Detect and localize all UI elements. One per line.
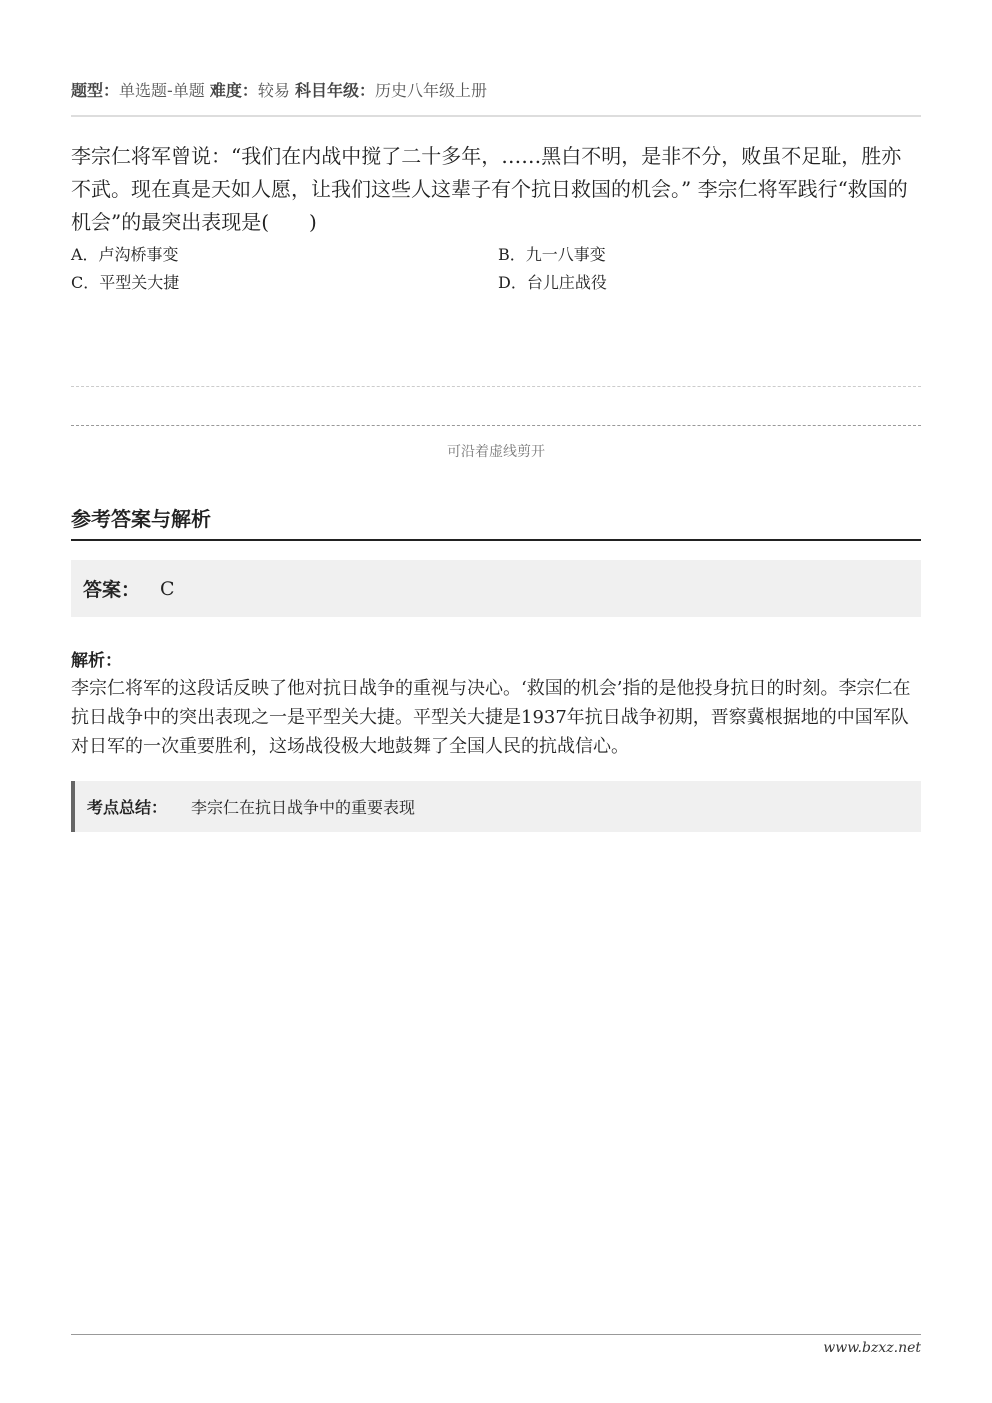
answer-box — [71, 560, 921, 617]
subject-label: 科目年级： — [295, 81, 376, 100]
cut-line — [71, 425, 921, 426]
option-c: C．平型关大捷 — [71, 273, 180, 292]
dashed-line — [71, 386, 921, 387]
footer-divider — [71, 1334, 921, 1335]
answer-value: C — [160, 577, 175, 600]
difficulty-label: 难度： — [209, 81, 258, 100]
answer-label: 答案： — [83, 579, 141, 601]
subject-value: 历史八年级上册 — [375, 81, 488, 100]
footer-url: www.bzxz.net — [823, 1340, 921, 1356]
type-label: 题型： — [71, 81, 120, 100]
analysis-label: 解析： — [71, 651, 122, 671]
question-meta — [71, 78, 921, 101]
divider — [71, 539, 921, 541]
difficulty-value: 较易 — [257, 81, 290, 100]
cut-hint: 可沿着虚线剪开 — [447, 444, 545, 460]
options — [71, 241, 921, 297]
option-b: B．九一八事变 — [498, 245, 606, 264]
summary-box — [71, 781, 921, 832]
analysis-text: 李宗仁将军的这段话反映了他对抗日战争的重视与决心。‘救国的机会’指的是他投身抗日的时刻。李宗仁在抗日战争中的突出表现之一是平型关大捷。平型关大捷是1937年抗日战争初期，晋察冀根据地的中国军队对日军的一次重要胜利，这场战役极大地鼓舞了全国人民的抗战信心。 — [71, 678, 911, 757]
answer-section-title: 参考答案与解析 — [71, 507, 211, 531]
summary-text: 李宗仁在抗日战争中的重要表现 — [191, 798, 416, 817]
summary-label: 考点总结： — [87, 798, 168, 817]
question-stem: 李宗仁将军曾说：“我们在内战中搅了二十多年，……黑白不明，是非不分，败虽不足耻，胜亦不武。现在真是天如人愿，让我们这些人这辈子有个抗日救国的机会。” 李宗仁将军践行“救国的机会”的最突出表现是( ) — [71, 144, 908, 234]
divider — [71, 115, 921, 117]
option-a: A．卢沟桥事变 — [71, 245, 179, 264]
option-d: D．台儿庄战役 — [498, 273, 607, 292]
type-value: 单选题-单题 — [119, 81, 205, 100]
